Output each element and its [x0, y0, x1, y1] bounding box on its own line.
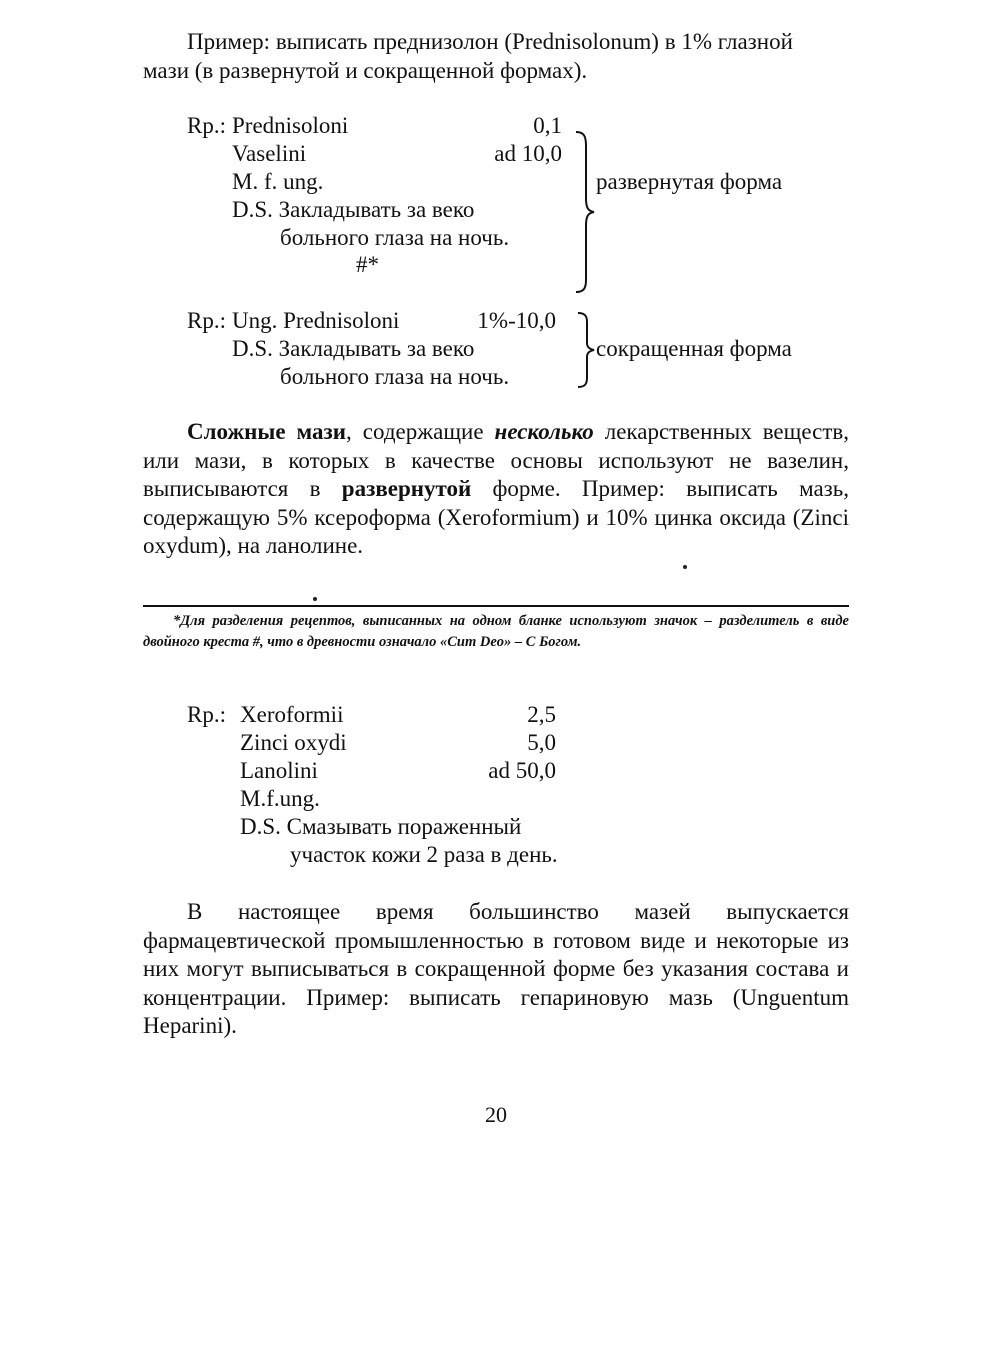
ready-made-ointments-paragraph: [143, 898, 849, 1041]
rx-ingredient: Vaselini: [232, 141, 307, 166]
rx-signa-continuation: участок кожи 2 раза в день.: [290, 842, 558, 867]
rx-instruction: M.f.ung.: [240, 786, 320, 811]
rx-ingredient: Ung. Prednisoloni: [232, 308, 400, 333]
footnote: *Для разделения рецептов, выписанных на одном бланке используют значок – разделитель в виде двойного креста #, что в древности означало «Cum Deo» – С Богом.: [143, 613, 849, 650]
text-run: лекарственных веществ, или мази, в которых в качестве основы используют не вазелин, выписываются в: [143, 419, 849, 502]
rx-amount: 0,1: [533, 113, 562, 138]
rx-instruction: M. f. ung.: [232, 169, 324, 194]
emphasis-several: несколько: [494, 419, 594, 444]
curly-brace-icon: [574, 128, 598, 294]
rx-amount: ad 50,0: [488, 758, 556, 783]
footnote-rule: [143, 605, 849, 607]
complex-ointments-paragraph: [143, 418, 849, 561]
intro-line-2: мази (в развернутой и сокращенной формах).: [143, 58, 588, 83]
print-speck: [313, 597, 317, 601]
rp-label: Rp.:: [187, 308, 226, 333]
rp-label: Rp.:: [187, 702, 226, 727]
rx-ingredient: Xeroformii: [240, 702, 344, 727]
rx-ingredient: Lanolini: [240, 758, 318, 783]
rx-ingredient: Prednisoloni: [232, 113, 349, 138]
text-run: , содержащие: [346, 419, 495, 444]
rx-signa-continuation: больного глаза на ночь.: [280, 364, 510, 389]
rx-signa: D.S. Смазывать пораженный: [240, 814, 522, 839]
rx-amount: ad 10,0: [494, 141, 562, 166]
page-number: 20: [485, 1102, 507, 1127]
term-complex-ointments: Сложные мази: [187, 419, 347, 444]
intro-line-1: Пример: выписать преднизолон (Prednisolonum) в 1% глазной: [187, 29, 793, 54]
prescription-separator-mark: #*: [356, 252, 379, 277]
rx-ingredient: Zinci oxydi: [240, 730, 347, 755]
brace-label: сокращенная форма: [596, 336, 792, 361]
paragraph-text: В настоящее время большинство мазей выпускается фармацевтической промышленностью в готовом виде и некоторые из них могут выписываться в сокращенной форме без указания состава и концентрации. Пример: выписать гепариновую мазь (Unguentum Heparini).: [143, 899, 849, 1039]
print-speck: [683, 565, 687, 569]
brace-label: развернутая форма: [596, 169, 783, 194]
rx-amount: 5,0: [527, 730, 556, 755]
rx-signa-continuation: больного глаза на ночь.: [280, 225, 510, 250]
rx-signa: D.S. Закладывать за веко: [232, 336, 475, 361]
text-run: форме. Пример: выписать мазь, содержащую 5% ксероформа (Xeroformium) и 10% цинка оксида (Zinci oxydum), на ланолине.: [143, 476, 849, 559]
rp-label: Rp.:: [187, 113, 226, 138]
rx-amount: 1%-10,0: [477, 308, 556, 333]
term-expanded: развернутой: [341, 476, 472, 502]
rx-signa: D.S. Закладывать за веко: [232, 197, 475, 222]
rx-amount: 2,5: [527, 702, 556, 727]
